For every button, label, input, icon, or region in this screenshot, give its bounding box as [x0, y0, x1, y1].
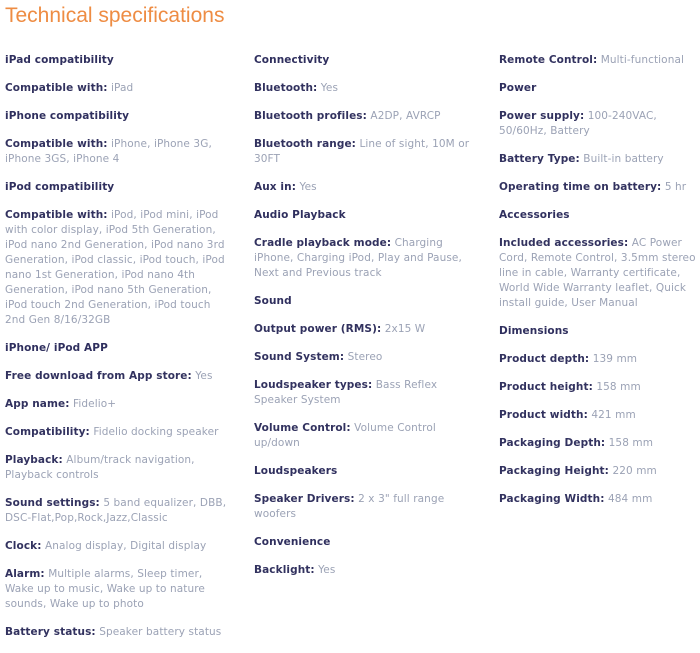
spec-item	[499, 492, 700, 507]
spec-item	[5, 397, 234, 412]
section-header: Connectivity	[254, 54, 330, 66]
section-header: iPod compatibility	[5, 181, 115, 193]
spec-item	[5, 453, 234, 483]
spec-label: Speaker Drivers:	[254, 493, 355, 505]
spec-label: Included accessories:	[499, 237, 629, 249]
page-title: Technical specifications	[5, 4, 225, 27]
spec-item	[499, 109, 700, 139]
spec-value: 2 x 3" full range woofers	[254, 493, 445, 520]
spec-label: Product height:	[499, 381, 593, 393]
spec-value: Fidelio+	[73, 398, 117, 410]
spec-label: Bluetooth range:	[254, 138, 356, 150]
spec-item	[5, 539, 234, 554]
spec-label: Compatibility:	[5, 426, 90, 438]
spec-label: Free download from App store:	[5, 370, 192, 382]
spec-value: iPhone, iPhone 3G, iPhone 3GS, iPhone 4	[5, 138, 212, 165]
spec-value: Volume Control up/down	[254, 422, 436, 449]
spec-item	[5, 81, 234, 96]
spec-value: Bass Reflex Speaker System	[254, 379, 438, 406]
spec-value: Multiple alarms, Sleep timer, Wake up to music, Wake up to nature sounds, Wake up to photo	[5, 568, 205, 610]
spec-column	[499, 53, 700, 520]
spec-column	[254, 53, 481, 591]
spec-label: Playback:	[5, 454, 63, 466]
spec-column	[5, 53, 234, 653]
spec-item	[499, 380, 700, 395]
section-header: Dimensions	[499, 325, 569, 337]
spec-value: Yes	[320, 82, 339, 94]
spec-value: 139 mm	[592, 353, 638, 365]
spec-label: Product depth:	[499, 353, 590, 365]
spec-label: Backlight:	[254, 564, 315, 576]
spec-label: Product width:	[499, 409, 588, 421]
section-header: Accessories	[499, 209, 570, 221]
spec-label: Packaging Width:	[499, 493, 605, 505]
spec-value: 158 mm	[608, 437, 654, 449]
spec-value: iPad	[111, 82, 134, 94]
spec-label: Output power (RMS):	[254, 323, 382, 335]
spec-value: AC Power Cord, Remote Control, 3.5mm stereo line in cable, Warranty certificate, World Wide Warranty leaflet, Quick install guide, User Manual	[499, 237, 696, 309]
spec-label: Remote Control:	[499, 54, 598, 66]
spec-item	[499, 180, 700, 195]
spec-columns	[5, 53, 700, 653]
section-header: Audio Playback	[254, 209, 346, 221]
section-header: Convenience	[254, 536, 331, 548]
spec-item	[254, 563, 481, 578]
spec-item	[499, 436, 700, 451]
spec-item	[5, 137, 234, 167]
spec-item	[5, 567, 234, 612]
spec-item	[254, 492, 481, 522]
spec-item	[254, 378, 481, 408]
spec-value: A2DP, AVRCP	[370, 110, 441, 122]
spec-label: Battery Type:	[499, 153, 580, 165]
spec-item	[254, 421, 481, 451]
spec-item	[254, 81, 481, 96]
spec-label: Operating time on battery:	[499, 181, 662, 193]
spec-label: Compatible with:	[5, 138, 108, 150]
spec-value: Fidelio docking speaker	[93, 426, 219, 438]
spec-value: iPod, iPod mini, iPod with color display, iPod 5th Generation, iPod nano 2nd Generation, iPod nano 3rd Generation, iPod classic, iPod touch, iPod nano 1st Generation, iPod nano 4th Generation, iPod nano 5th Generation, iPod touch 2nd Generation, iPod touch 2nd Gen 8/16/32GB	[5, 209, 225, 326]
section-header: iPhone/ iPod APP	[5, 342, 108, 354]
spec-label: Compatible with:	[5, 209, 108, 221]
spec-item	[499, 352, 700, 367]
spec-label: Compatible with:	[5, 82, 108, 94]
spec-label: Alarm:	[5, 568, 45, 580]
spec-label: Cradle playback mode:	[254, 237, 392, 249]
spec-item	[5, 208, 234, 328]
spec-label: Clock:	[5, 540, 42, 552]
spec-value: Speaker battery status	[99, 626, 222, 638]
spec-label: Bluetooth:	[254, 82, 318, 94]
spec-label: Sound settings:	[5, 497, 100, 509]
spec-item	[254, 350, 481, 365]
spec-value: Yes	[299, 181, 317, 193]
spec-label: Packaging Depth:	[499, 437, 606, 449]
spec-value: 421 mm	[591, 409, 636, 421]
section-header: iPad compatibility	[5, 54, 114, 66]
spec-value: 484 mm	[608, 493, 653, 505]
spec-value: Line of sight, 10M or 30FT	[254, 138, 470, 165]
spec-value: 2x15 W	[384, 323, 426, 335]
spec-value: 158 mm	[596, 381, 641, 393]
spec-item	[499, 152, 700, 167]
spec-item	[499, 408, 700, 423]
spec-label: Bluetooth profiles:	[254, 110, 367, 122]
section-header: iPhone compatibility	[5, 110, 130, 122]
spec-value: Built-in battery	[583, 153, 664, 165]
spec-item	[254, 137, 481, 167]
spec-item	[254, 236, 481, 281]
spec-item	[499, 53, 700, 68]
spec-label: Aux in:	[254, 181, 297, 193]
spec-item	[5, 625, 234, 640]
spec-value: 5 band equalizer, DBB, DSC-Flat,Pop,Rock,Jazz,Classic	[5, 497, 227, 524]
spec-value: 5 hr	[664, 181, 687, 193]
spec-item	[254, 109, 481, 124]
spec-value: Stereo	[347, 351, 383, 363]
spec-value: Multi-functional	[600, 54, 685, 66]
spec-label: Volume Control:	[254, 422, 351, 434]
spec-item	[5, 369, 234, 384]
section-header: Sound	[254, 295, 292, 307]
spec-item	[499, 236, 700, 311]
spec-value: Charging iPhone, Charging iPod, Play and Pause, Next and Previous track	[254, 237, 462, 279]
spec-label: Sound System:	[254, 351, 345, 363]
spec-item	[254, 180, 481, 195]
spec-value: Album/track navigation, Playback controls	[5, 454, 195, 481]
section-header: Loudspeakers	[254, 465, 338, 477]
spec-label: Battery status:	[5, 626, 96, 638]
spec-value: 100-240VAC, 50/60Hz, Battery	[499, 110, 657, 137]
spec-label: Packaging Height:	[499, 465, 609, 477]
spec-item	[254, 322, 481, 337]
spec-value: Yes	[195, 370, 213, 382]
section-header: Power	[499, 82, 537, 94]
spec-label: Power supply:	[499, 110, 585, 122]
spec-item	[499, 464, 700, 479]
spec-value: Yes	[318, 564, 336, 576]
spec-label: Loudspeaker types:	[254, 379, 373, 391]
spec-item	[5, 496, 234, 526]
spec-value: 220 mm	[612, 465, 657, 477]
spec-item	[5, 425, 234, 440]
spec-value: Analog display, Digital display	[44, 540, 207, 552]
spec-label: App name:	[5, 398, 70, 410]
